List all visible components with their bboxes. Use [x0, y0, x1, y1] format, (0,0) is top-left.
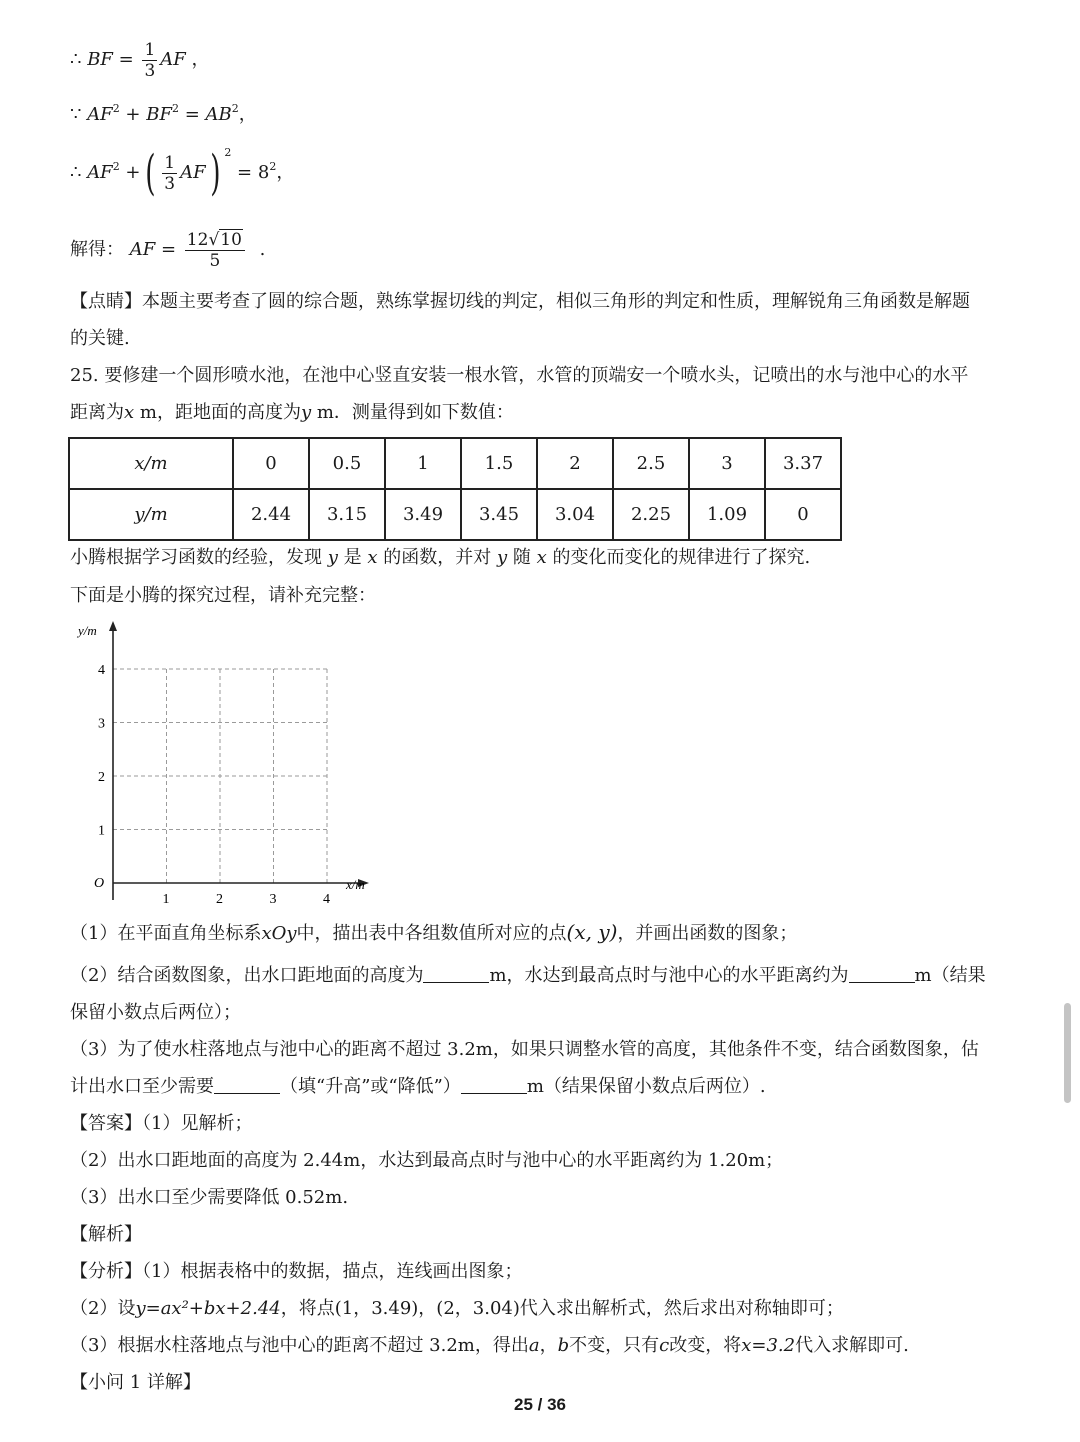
text: ，并画出函数的图象；: [617, 923, 798, 944]
radicand: 10: [220, 230, 242, 250]
analysis-line-2: [70, 1297, 844, 1321]
scrollbar-thumb[interactable]: [1064, 1003, 1071, 1103]
analysis-line-4: 【小问 1 详解】: [70, 1372, 201, 1393]
analysis-line-1: 【分析】（1）根据表格中的数据，描点，连线画出图象；: [70, 1261, 523, 1282]
exponent: 2: [112, 102, 120, 115]
table-cell: 2.5: [613, 438, 689, 489]
text: （1）在平面直角坐标系: [70, 923, 262, 944]
var-xoy: xOy: [261, 923, 297, 944]
var-af: AF: [129, 239, 156, 260]
var-af: AF: [87, 162, 113, 183]
table-cell: 2: [537, 438, 613, 489]
derivation-line-3: [70, 145, 294, 201]
text: 改变，将: [669, 1335, 742, 1356]
period: .: [259, 239, 266, 260]
derivation-line-4: [70, 226, 265, 274]
y-tick-label: 1: [98, 823, 105, 839]
text: ，将点(1，3.49)，(2，3.04)代入求出解析式，然后求出对称轴即可；: [280, 1298, 844, 1319]
question-1: [70, 920, 797, 946]
var-af: AF: [87, 104, 113, 125]
text: m．测量得到如下数值：: [311, 402, 514, 423]
table-cell: 3.45: [461, 489, 537, 540]
text: （填“升高”或“降低”）: [280, 1076, 461, 1097]
table-cell: 2.25: [613, 489, 689, 540]
equals-sign: =: [237, 162, 253, 183]
right-paren: ): [209, 145, 221, 201]
var-y: y: [300, 402, 312, 423]
table-cell: 0: [765, 489, 841, 540]
numerator-int: 12: [186, 230, 209, 250]
table-cell: 3: [689, 438, 765, 489]
var-bf: BF: [146, 104, 172, 125]
answer-blank[interactable]: [214, 1075, 280, 1094]
text: m（结果保留小数点后两位）.: [526, 1076, 766, 1097]
fraction-one-third: [162, 153, 177, 194]
var-ab: AB: [205, 104, 232, 125]
x-tick-label: 2: [216, 892, 223, 905]
table-cell: 3.49: [385, 489, 461, 540]
table-cell: 3.37: [765, 438, 841, 489]
table-row-y: [69, 489, 841, 540]
answer-line-2: （2）出水口距地面的高度为 2.44m，水达到最高点时与池中心的水平距离约为 1.20m；: [70, 1150, 784, 1171]
text: 距离为: [70, 402, 124, 423]
text: 不变，只有: [569, 1335, 660, 1356]
derivation-line-2: [70, 103, 257, 127]
x-tick-label: 1: [162, 892, 170, 905]
denominator: 3: [144, 60, 156, 81]
formula: x=3.2: [741, 1335, 796, 1356]
x-axis-label: x/m: [346, 877, 365, 892]
point-notation: (x, y): [566, 920, 618, 944]
analysis-title: 【解析】: [70, 1224, 142, 1245]
table-header-y: y/m: [69, 489, 233, 540]
after-table-line-1: [70, 546, 810, 570]
answer-line-3: （3）出水口至少需要降低 0.52m.: [70, 1187, 349, 1208]
comma: ，: [191, 49, 210, 70]
question-2-line-1: [70, 964, 986, 988]
problem-line-1: 25. 要修建一个圆形喷水池，在池中心竖直安装一根水管，水管的顶端安一个喷水头，记喷出的水与池中心的水平: [70, 365, 969, 386]
numerator: 1: [164, 152, 176, 173]
page-number: 25 / 36: [514, 1395, 566, 1414]
exponent: 2: [112, 160, 120, 173]
var-y: y: [497, 547, 508, 568]
grid-lines: [113, 669, 327, 883]
text: m，距地面的高度为: [134, 402, 301, 423]
var-a: a: [528, 1335, 540, 1356]
var-af: AF: [180, 162, 206, 183]
because-symbol: ∵: [70, 104, 82, 125]
therefore-symbol: ∴: [70, 49, 82, 70]
analysis-line-3: [70, 1334, 909, 1358]
text: 小腾根据学习函数的经验，发现: [70, 547, 322, 568]
table-cell: 1.09: [689, 489, 765, 540]
text: 是: [343, 547, 362, 568]
text: （2）结合函数图象，出水口距地面的高度为: [70, 965, 424, 986]
solve-label: 解得：: [70, 239, 124, 260]
text: 的变化而变化的规律进行了探究.: [552, 547, 811, 568]
denominator: 3: [164, 173, 176, 194]
table-header-x: x/m: [69, 438, 233, 489]
text: 的函数，并对: [383, 547, 492, 568]
answer-blank[interactable]: [849, 964, 915, 983]
y-tick-label: 4: [98, 663, 105, 678]
var-b: b: [557, 1335, 570, 1356]
table-cell: 2.44: [233, 489, 309, 540]
equals-sign: =: [160, 239, 177, 260]
fraction-result: [185, 229, 245, 271]
exponent: 2: [224, 146, 232, 159]
text: 计出水口至少需要: [70, 1076, 214, 1097]
fraction-one-third: [142, 40, 157, 81]
answer-blank[interactable]: [423, 964, 489, 983]
var-x: x: [124, 402, 135, 423]
equals-sign: =: [184, 104, 200, 125]
table-cell: 3.15: [309, 489, 385, 540]
numerator: 1: [144, 39, 156, 60]
plus-sign: +: [125, 162, 141, 183]
therefore-symbol: ∴: [70, 162, 82, 183]
left-paren: (: [144, 145, 156, 201]
comment-line-2: 的关键.: [70, 328, 130, 349]
origin-label: O: [94, 876, 105, 891]
var-af: AF: [160, 49, 186, 70]
table-cell: 1: [385, 438, 461, 489]
numerator: 12√10: [185, 229, 245, 251]
question-3-line-1: （3）为了使水柱落地点与池中心的距离不超过 3.2m，如果只调整水管的高度，其他条件不变，结合函数图象，估: [70, 1039, 979, 1060]
question-2-line-2: 保留小数点后两位）；: [70, 1002, 241, 1023]
table-cell: 1.5: [461, 438, 537, 489]
x-tick-label: 4: [323, 892, 330, 905]
y-tick-label: 2: [98, 770, 105, 785]
x-tick-label: 3: [269, 892, 277, 905]
var-c: c: [659, 1335, 670, 1356]
text: 代入求解即可.: [795, 1335, 909, 1356]
text: 随: [512, 547, 531, 568]
text: m，水达到最高点时与池中心的水平距离约为: [489, 965, 849, 986]
comment-line-1: 【点睛】本题主要考查了圆的综合题，熟练掌握切线的判定，相似三角形的判定和性质，理解锐角三角函数是解题: [70, 291, 970, 312]
exponent: 2: [171, 102, 179, 115]
answer-line-1: 【答案】（1）见解析；: [70, 1113, 253, 1134]
data-table: [68, 437, 842, 541]
equals-sign: =: [118, 49, 134, 70]
coordinate-grid-chart: [70, 615, 390, 905]
answer-blank[interactable]: [461, 1075, 527, 1094]
after-table-line-2: 下面是小腾的探究过程，请补充完整：: [70, 585, 376, 606]
table-cell: 0.5: [309, 438, 385, 489]
exponent: 2: [269, 160, 277, 173]
table-cell: 3.04: [537, 489, 613, 540]
formula: y=ax²+bx+2.44: [135, 1298, 281, 1319]
denominator: 5: [209, 251, 221, 271]
y-tick-label: 3: [98, 716, 105, 732]
y-axis-label: y/m: [78, 623, 97, 638]
text: ，: [539, 1335, 558, 1356]
var-x: x: [367, 547, 378, 568]
text: m（结果: [914, 965, 986, 986]
var-bf: BF: [87, 49, 113, 70]
var-y: y: [327, 547, 338, 568]
derivation-line-1: [70, 38, 210, 82]
table-cell: 0: [233, 438, 309, 489]
text: 中，描出表中各组数值所对应的点: [296, 923, 567, 944]
problem-line-2: [70, 401, 514, 425]
comma: ，: [238, 104, 257, 125]
exponent: 2: [231, 102, 239, 115]
var-x: x: [536, 547, 547, 568]
comma: ，: [276, 162, 295, 183]
table-row-x: [69, 438, 841, 489]
text: （3）根据水柱落地点与池中心的距离不超过 3.2m，得出: [70, 1335, 529, 1356]
plus-sign: +: [125, 104, 141, 125]
number-eight: 8: [257, 162, 270, 183]
question-3-line-2: [70, 1075, 766, 1099]
y-axis-arrow-icon: [109, 621, 117, 631]
text: （2）设: [70, 1298, 136, 1319]
tick-labels: [98, 663, 330, 905]
